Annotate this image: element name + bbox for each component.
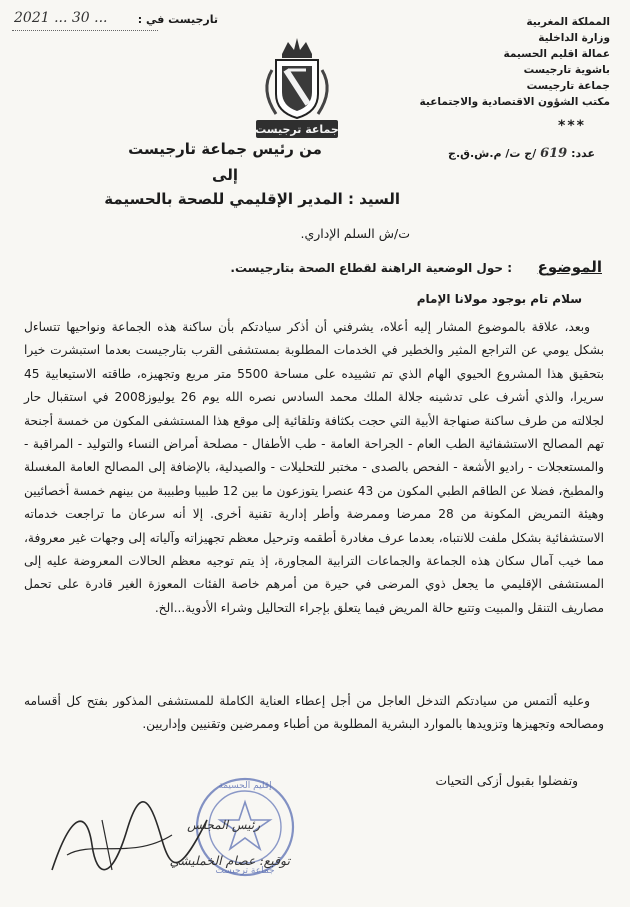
admin-line-office: مكتب الشؤون الاقتصادية والاجتماعية	[419, 96, 610, 108]
date-dotted-line	[12, 30, 158, 31]
date-label: تارجيست في :	[137, 13, 218, 26]
handwritten-date: 2021 ... 30 ...	[14, 10, 108, 26]
administrative-header	[400, 14, 610, 110]
ref-label: عدد:	[571, 147, 595, 160]
stamp-top-text: إقليم الحسيمة	[218, 781, 272, 791]
addressee: السيد : المدير الإقليمي للصحة بالحسيمة	[104, 190, 400, 208]
stamp-bottom-text: جماعة ترجيست	[215, 866, 275, 876]
greeting: سلام تام بوجود مولانا الإمام	[416, 292, 582, 306]
body-paragraph: وبعد، علاقة بالموضوع المشار إليه أعلاه، يشرفني أن أذكر سيادتكم بأن ساكنة هذه الجماعة ونواحيها تتساءل بشكل يومي عن التراجع المثير والخطير في الخدمات المطلوبة بمستشفى القرب بتارجيست بعدما استبشرت خيرا بتحقيق هذا المشروع الحيوي الهام الذي تم تشييده على مساحة 5500 متر مربع وتجهيزه، طاقته الاستيعابية 45 سريرا، والذي أشرف على تدشينه جلالة الملك محمد السادس نصره الله يوم 26 يوليوز2008 في استقبال حار لجلالته من طرف ساكنة صنهاجة الأبية التي حجت بكثافة وتلقائية إلى موقع هذا المستشفى المكون من خمسة أجنحة تهم المصالح الاستشفائية الطب العام - الجراحة العامة - طب الأطفال - مصلحة أمراض النساء والتوليد - المراقبة - والمستعجلات - راديو الأشعة - الفحص بالصدى - مختبر للتحليلات - والصيدلية، بالإضافة إلى المصالح العامة المغسلة والمطبخ، فضلا عن الطاقم الطبي المكون من 43 عنصرا يتوزعون ما بين 12 طبيبا وطبيبة من بينهم خمسة أخصائيين وهيئة التمريض المكونة من 28 ممرضا وممرضة وأطر إدارية تقنية أخرى. إلا أنه سرعان ما تراجعت خدماته الاستشفائية بشكل ملفت للانتباه، بعدما عرف مغادرة أطقمه وترحيل معظم تجهيزاته وآلياته إلى وجهات غير معروفة، مما خيب آمال سكان هذه الجماعة والجماعات الترابية المجاورة، إذ يتم توجيه معظم الحالات المعروضة عليه إلى المستشفى الإقليمي ما يجعل ذوي المرضى في حيرة من أمرهم خاصة الفئات المعوزة الغير قادرة على تحمل مصاريف التنقل والمبيت وتتبع حالة المريض فيما يتعلق بإجراء التحاليل وشراء الأدوية...الخ.	[24, 320, 605, 615]
subject-line	[42, 258, 602, 280]
logo-caption: جماعة ترجيست	[255, 123, 339, 136]
administrative-channel: ت/ش السلم الإداري.	[300, 226, 410, 241]
header-stars: ***	[558, 118, 586, 134]
admin-line-commune: جماعة تارجيست	[526, 80, 610, 92]
commune-logo	[232, 34, 362, 144]
signer-name: توقيع: عصام الخمليشي	[169, 853, 290, 868]
sender: من رئيس جماعة تارجيست	[128, 140, 322, 158]
request-paragraph: وعليه ألتمس من سيادتكم التدخل العاجل من أجل إعطاء العناية الكاملة للمستشفى المذكور بفتح كل أقسامه ومصالحه وتجهيزها وتزويدها بالموارد البشرية المطلوبة من أطباء وممرضين وتقنيين وإداريين.	[24, 694, 604, 732]
letter-request	[24, 690, 604, 737]
admin-line-kingdom: المملكة المغربية	[526, 16, 610, 28]
subject-text: : حول الوضعية الراهنة لقطاع الصحة بتارجيست.	[230, 261, 512, 275]
subject-label: الموضوع	[537, 258, 602, 276]
ref-number: 619	[540, 146, 568, 161]
to-word: إلى	[212, 166, 238, 184]
handwritten-signature	[32, 800, 222, 890]
date-line	[10, 8, 220, 30]
admin-line-province: عمالة اقليم الحسيمة	[503, 48, 610, 60]
closing-salutation: وتفضلوا بقبول أزكى التحيات	[435, 774, 578, 788]
signer-title: رئيس المجلس	[187, 818, 260, 832]
admin-line-ministry: وزارة الداخلية	[538, 32, 610, 44]
letter-body	[24, 316, 604, 620]
ref-suffix: /ج ت/ م.ش.ق.ج	[448, 147, 537, 160]
admin-line-pashalik: باشوية تارجيست	[523, 64, 610, 76]
